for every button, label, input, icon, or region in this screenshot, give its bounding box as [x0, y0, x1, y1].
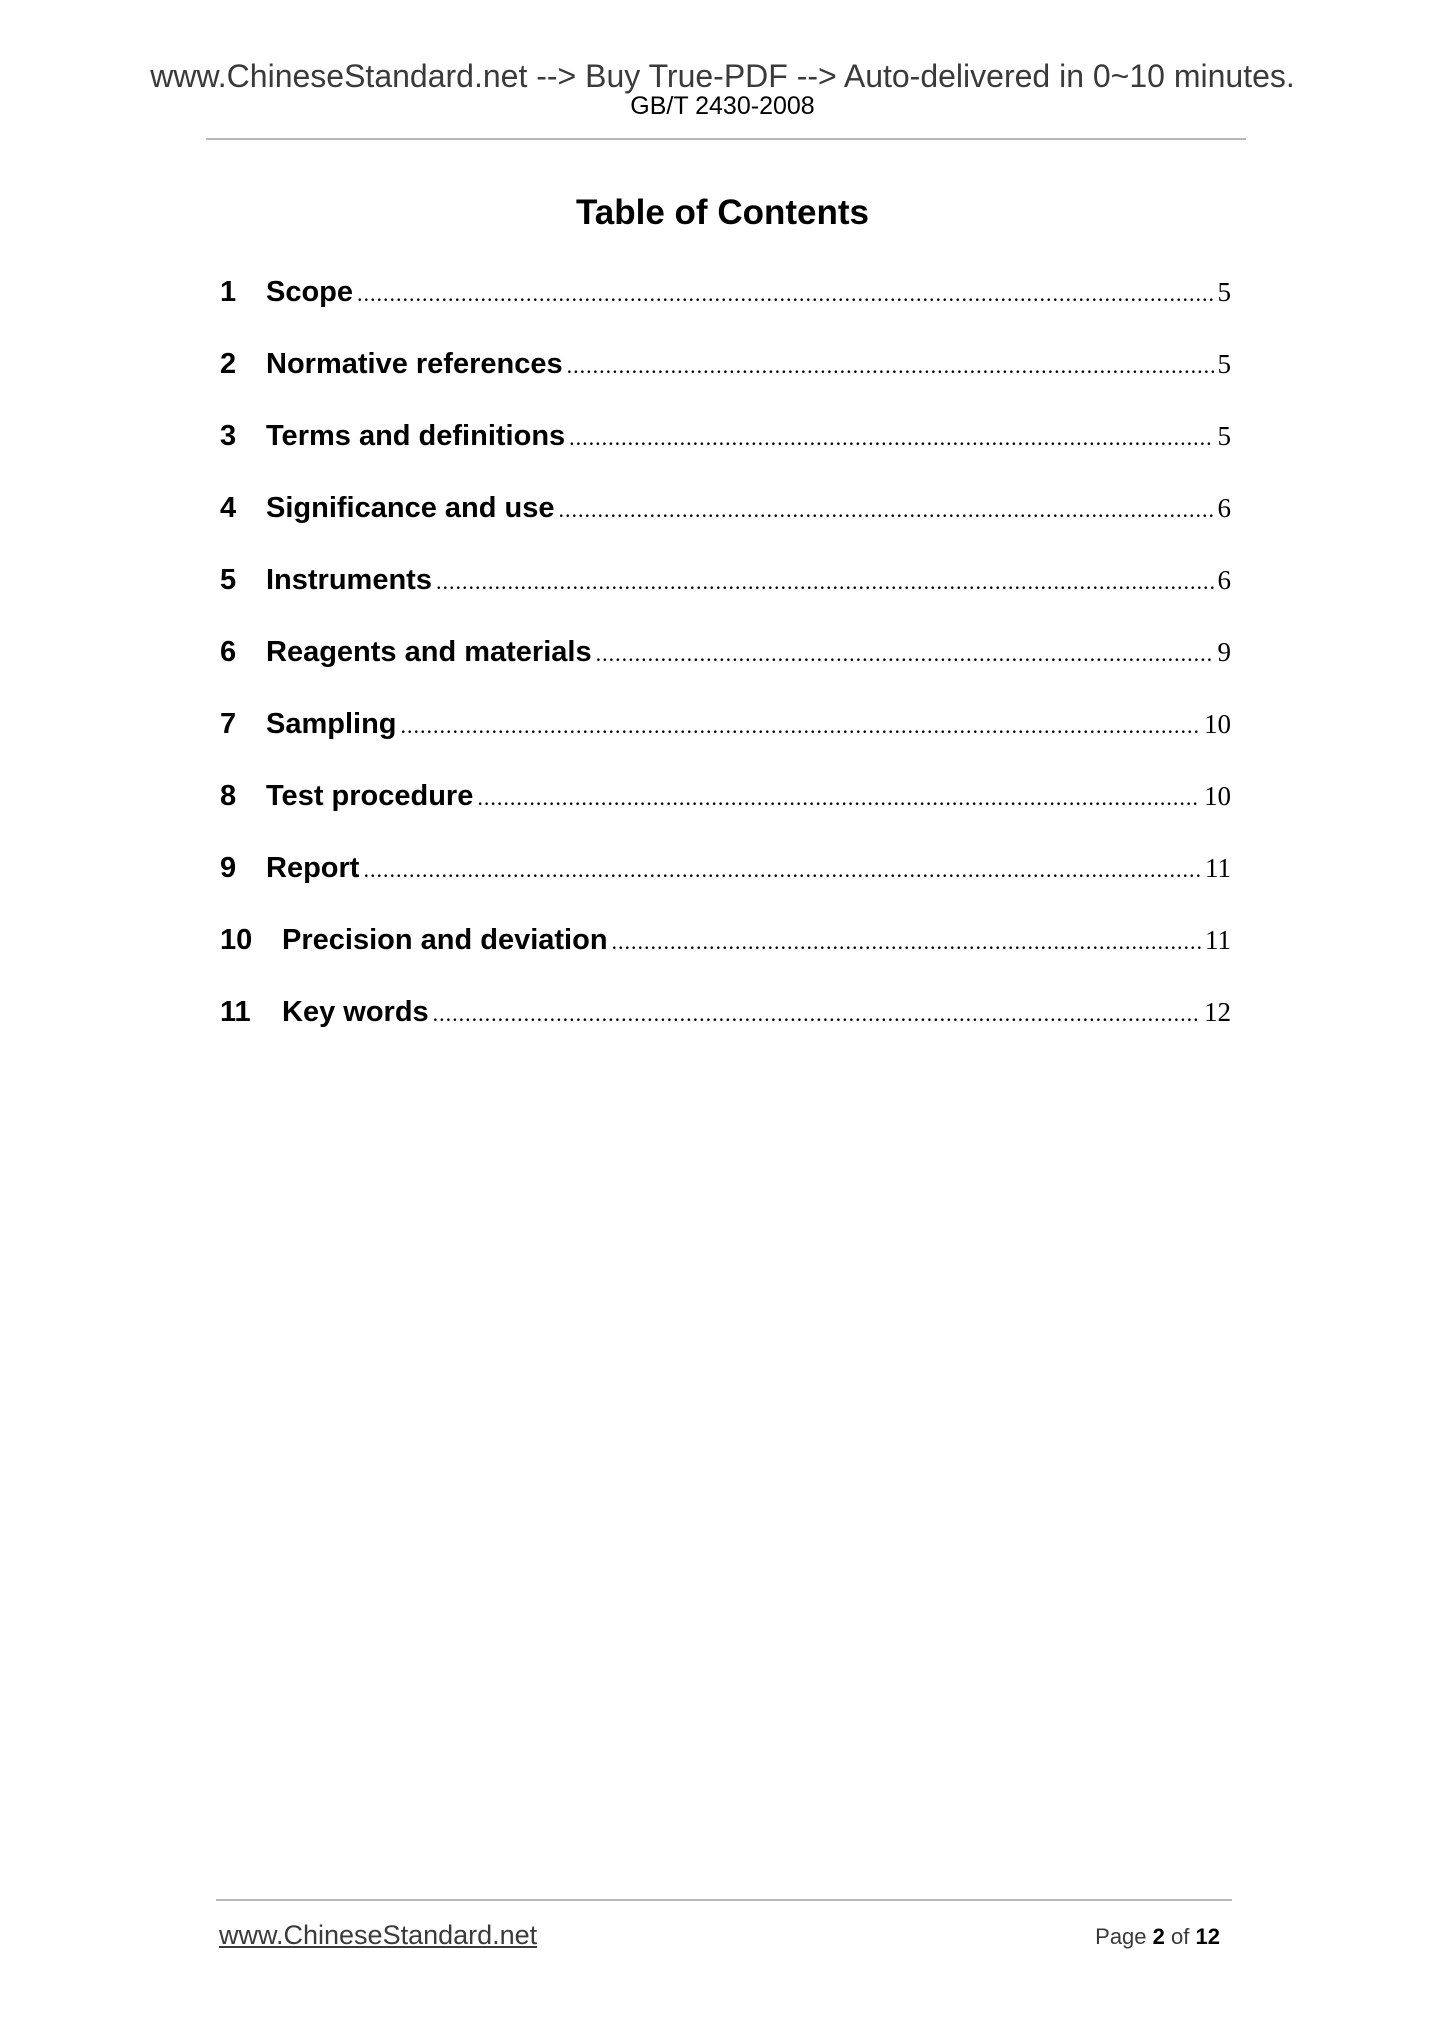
toc-entry-label: Report [266, 852, 360, 884]
header-banner: www.ChineseStandard.net --> Buy True-PDF --> Auto-delivered in 0~10 minutes. [150, 58, 1295, 94]
toc-entry-scope[interactable] [220, 272, 1231, 344]
toc-entry-page: 5 [1217, 349, 1231, 379]
toc-entry-key-words[interactable] [220, 992, 1231, 1064]
toc-entry-label: Key words [282, 996, 429, 1028]
toc-entry-page: 5 [1217, 277, 1231, 307]
toc-dot-leader [596, 634, 1214, 674]
toc-dot-leader [401, 706, 1200, 746]
toc-entry-label: Normative references [266, 348, 563, 380]
toc-entry-number: 10 [220, 924, 253, 956]
toc-entry-page: 12 [1204, 997, 1231, 1027]
footer-site-link[interactable]: www.ChineseStandard.net [219, 1920, 538, 1950]
toc-entry-number: 7 [220, 708, 237, 740]
toc-entry-number: 1 [220, 276, 237, 308]
of-word: of [1171, 1924, 1190, 1949]
toc-dot-leader [567, 346, 1214, 386]
current-page: 2 [1152, 1924, 1165, 1949]
toc-dot-leader [477, 778, 1200, 818]
standard-code: GB/T 2430-2008 [630, 92, 815, 120]
toc-entry-reagents-and-materials[interactable] [220, 632, 1231, 704]
toc-entry-label: Instruments [266, 564, 432, 596]
toc-entry-normative-references[interactable] [220, 344, 1231, 416]
toc-title: Table of Contents [576, 193, 869, 232]
toc-dot-leader [363, 850, 1201, 890]
toc-entry-number: 3 [220, 420, 237, 452]
toc-entry-page: 10 [1204, 781, 1231, 811]
toc-dot-leader [612, 922, 1201, 962]
toc-entry-precision-and-deviation[interactable] [220, 920, 1231, 992]
toc-dot-leader [569, 418, 1213, 458]
toc-entry-label: Precision and deviation [282, 924, 608, 956]
toc-entry-label: Sampling [266, 708, 397, 740]
total-pages: 12 [1195, 1924, 1220, 1949]
toc-entry-page: 10 [1204, 709, 1231, 739]
toc-entry-label: Terms and definitions [266, 420, 566, 452]
toc-entry-sampling[interactable] [220, 704, 1231, 776]
toc-entry-test-procedure[interactable] [220, 776, 1231, 848]
toc-entry-label: Scope [266, 276, 354, 308]
toc-entry-terms-and-definitions[interactable] [220, 416, 1231, 488]
toc-entry-number: 11 [220, 996, 251, 1028]
toc-entry-number: 8 [220, 780, 237, 812]
toc-entry-label: Test procedure [266, 780, 474, 812]
toc-list [220, 272, 1231, 1064]
footer-page-number [1095, 1922, 1220, 1952]
header-divider [206, 138, 1246, 140]
toc-dot-leader [357, 274, 1213, 314]
toc-entry-significance-and-use[interactable] [220, 488, 1231, 560]
toc-entry-number: 4 [220, 492, 237, 524]
toc-entry-number: 9 [220, 852, 237, 884]
toc-entry-number: 2 [220, 348, 237, 380]
toc-entry-page: 11 [1205, 925, 1231, 955]
page-word: Page [1095, 1924, 1147, 1949]
toc-entry-instruments[interactable] [220, 560, 1231, 632]
toc-entry-page: 9 [1217, 637, 1231, 667]
toc-entry-page: 5 [1217, 421, 1231, 451]
toc-dot-leader [558, 490, 1213, 530]
toc-dot-leader [436, 562, 1214, 602]
toc-entry-label: Reagents and materials [266, 636, 592, 668]
toc-entry-page: 11 [1205, 853, 1231, 883]
footer-divider [216, 1899, 1232, 1901]
toc-dot-leader [433, 994, 1200, 1034]
toc-entry-page: 6 [1217, 493, 1231, 523]
toc-entry-report[interactable] [220, 848, 1231, 920]
toc-entry-number: 5 [220, 564, 237, 596]
toc-entry-number: 6 [220, 636, 237, 668]
toc-entry-label: Significance and use [266, 492, 555, 524]
toc-entry-page: 6 [1217, 565, 1231, 595]
